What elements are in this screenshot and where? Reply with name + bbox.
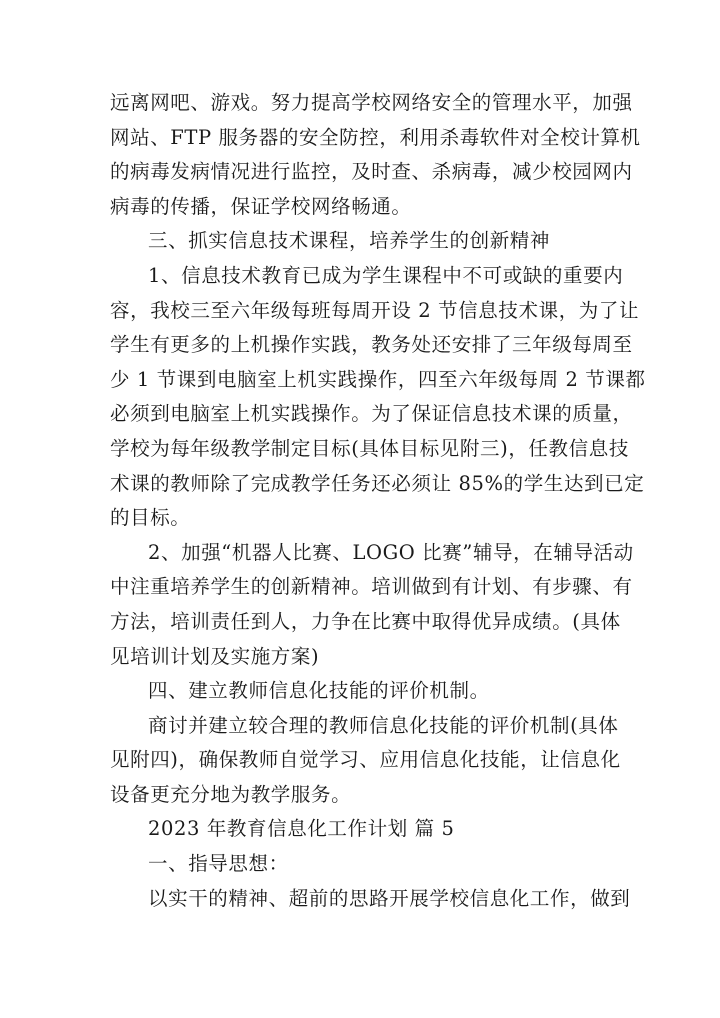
- text-line: 学生有更多的上机操作实践，教务处还安排了三年级每周至: [110, 333, 633, 357]
- text-line: 2、加强“机器人比赛、LOGO 比赛”辅导，在辅导活动: [148, 540, 634, 564]
- text-line: 病毒的传播，保证学校网络畅通。: [110, 194, 412, 218]
- text-line: 必须到电脑室上机实践操作。为了保证信息技术课的质量，: [110, 402, 633, 426]
- text-line: 网站、FTP 服务器的安全防控，利用杀毒软件对全校计算机: [110, 125, 641, 149]
- text-line: 学校为每年级教学制定目标(具体目标见附三)，任教信息技: [110, 436, 629, 460]
- text-line: 1、信息技术教育已成为学生课程中不可或缺的重要内: [148, 263, 624, 287]
- section-heading: 四、建立教师信息化技能的评价机制。: [148, 679, 490, 703]
- text-line: 方法，培训责任到人，力争在比赛中取得优异成绩。(具体: [110, 609, 621, 633]
- text-line: 见培训计划及实施方案): [110, 644, 320, 668]
- document-body: [110, 86, 646, 916]
- article-title: 2023 年教育信息化工作计划 篇 5: [148, 817, 455, 841]
- text-line: 少 1 节课到电脑室上机实践操作，四至六年级每周 2 节课都: [110, 367, 646, 391]
- text-line: 中注重培养学生的创新精神。培训做到有计划、有步骤、有: [110, 575, 633, 599]
- section-heading: 三、抓实信息技术课程，培养学生的创新精神: [148, 229, 551, 253]
- section-heading: 一、指导思想：: [148, 852, 289, 876]
- text-line: 设备更充分地为教学服务。: [110, 782, 352, 806]
- text-line: 以实干的精神、超前的思路开展学校信息化工作，做到: [148, 886, 631, 910]
- text-line: 容，我校三至六年级每班每周开设 2 节信息技术课，为了让: [110, 298, 640, 322]
- text-line: 术课的教师除了完成教学任务还必须让 85%的学生达到已定: [110, 471, 645, 495]
- text-line: 的病毒发病情况进行监控，及时查、杀病毒，减少校园网内: [110, 160, 633, 184]
- text-line: 商讨并建立较合理的教师信息化技能的评价机制(具体: [148, 713, 619, 737]
- text-line: 远离网吧、游戏。努力提高学校网络安全的管理水平，加强: [110, 91, 633, 114]
- text-line: 见附四)，确保教师自觉学习、应用信息化技能，让信息化: [110, 748, 621, 772]
- text-line: 的目标。: [110, 506, 191, 530]
